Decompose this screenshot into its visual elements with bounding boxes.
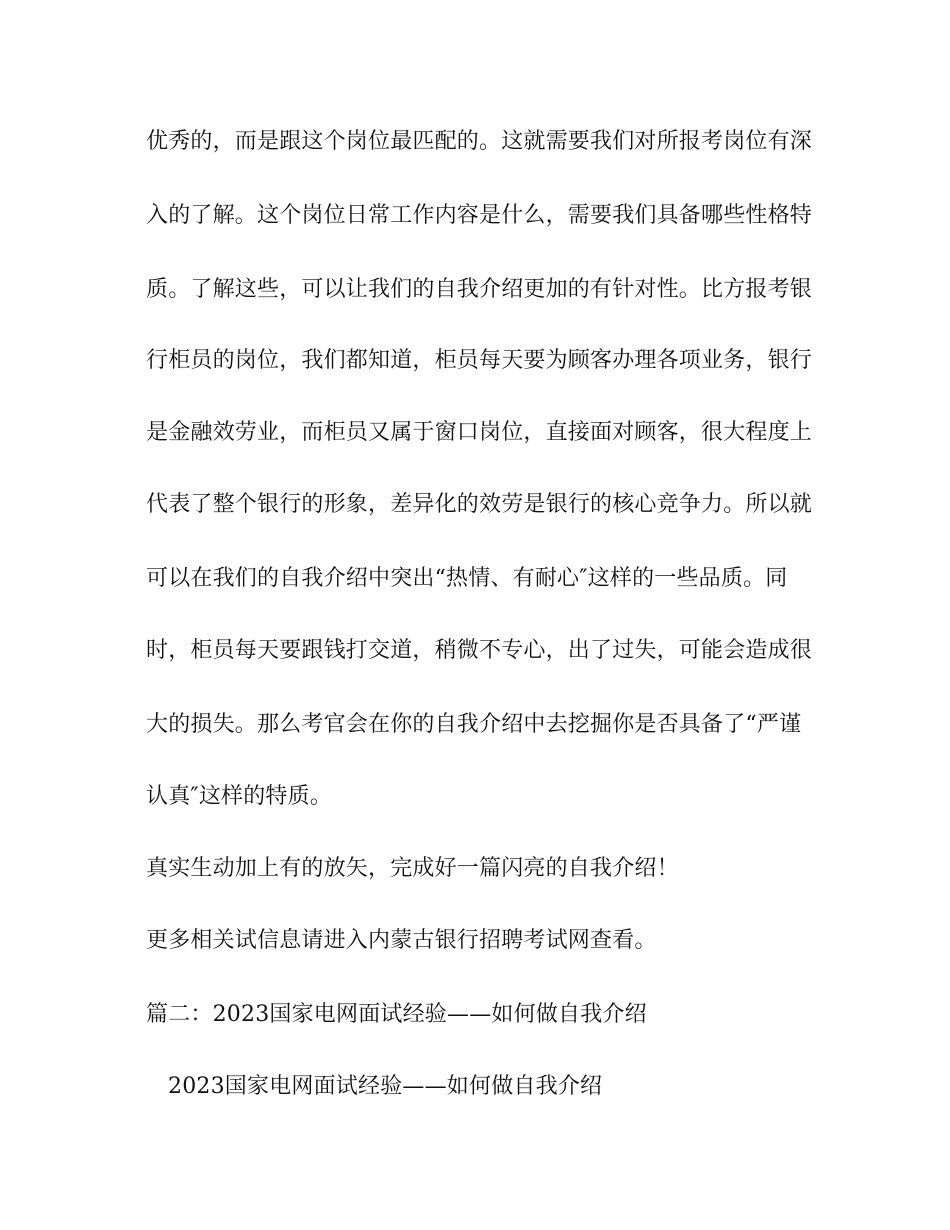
paragraph-line: 行柜员的岗位，我们都知道，柜员每天要为顾客办理各项业务，银行: [146, 348, 813, 373]
paragraph-line: 优秀的，而是跟这个岗位最匹配的。这就需要我们对所报考岗位有深: [146, 129, 813, 154]
paragraph-line: 入的了解。这个岗位日常工作内容是什么，需要我们具备哪些性格特: [146, 203, 813, 228]
section-heading: 篇二：2023国家电网面试经验——如何做自我介绍: [146, 1002, 647, 1027]
closing-line: 真实生动加上有的放矢，完成好一篇闪亮的自我介绍！: [146, 856, 679, 881]
section-subtitle: 2023国家电网面试经验——如何做自我介绍: [168, 1074, 603, 1099]
paragraph-line: 认真″这样的特质。: [146, 784, 333, 809]
paragraph-line: 是金融效劳业，而柜员又属于窗口岗位，直接面对顾客，很大程度上: [146, 420, 813, 445]
paragraph-line: 可以在我们的自我介绍中突出“热情、有耐心″这样的一些品质。同: [146, 566, 788, 591]
paragraph-line: 大的损失。那么考官会在你的自我介绍中去挖掘你是否具备了“严谨: [146, 712, 802, 737]
more-info-line: 更多相关试信息请进入内蒙古银行招聘考试网查看。: [146, 928, 657, 953]
paragraph-line: 质。了解这些，可以让我们的自我介绍更加的有针对性。比方报考银: [146, 277, 813, 302]
paragraph-line: 时，柜员每天要跟钱打交道，稍微不专心，出了过失，可能会造成很: [146, 638, 813, 663]
paragraph-line: 代表了整个银行的形象，差异化的效劳是银行的核心竞争力。所以就: [146, 492, 813, 517]
